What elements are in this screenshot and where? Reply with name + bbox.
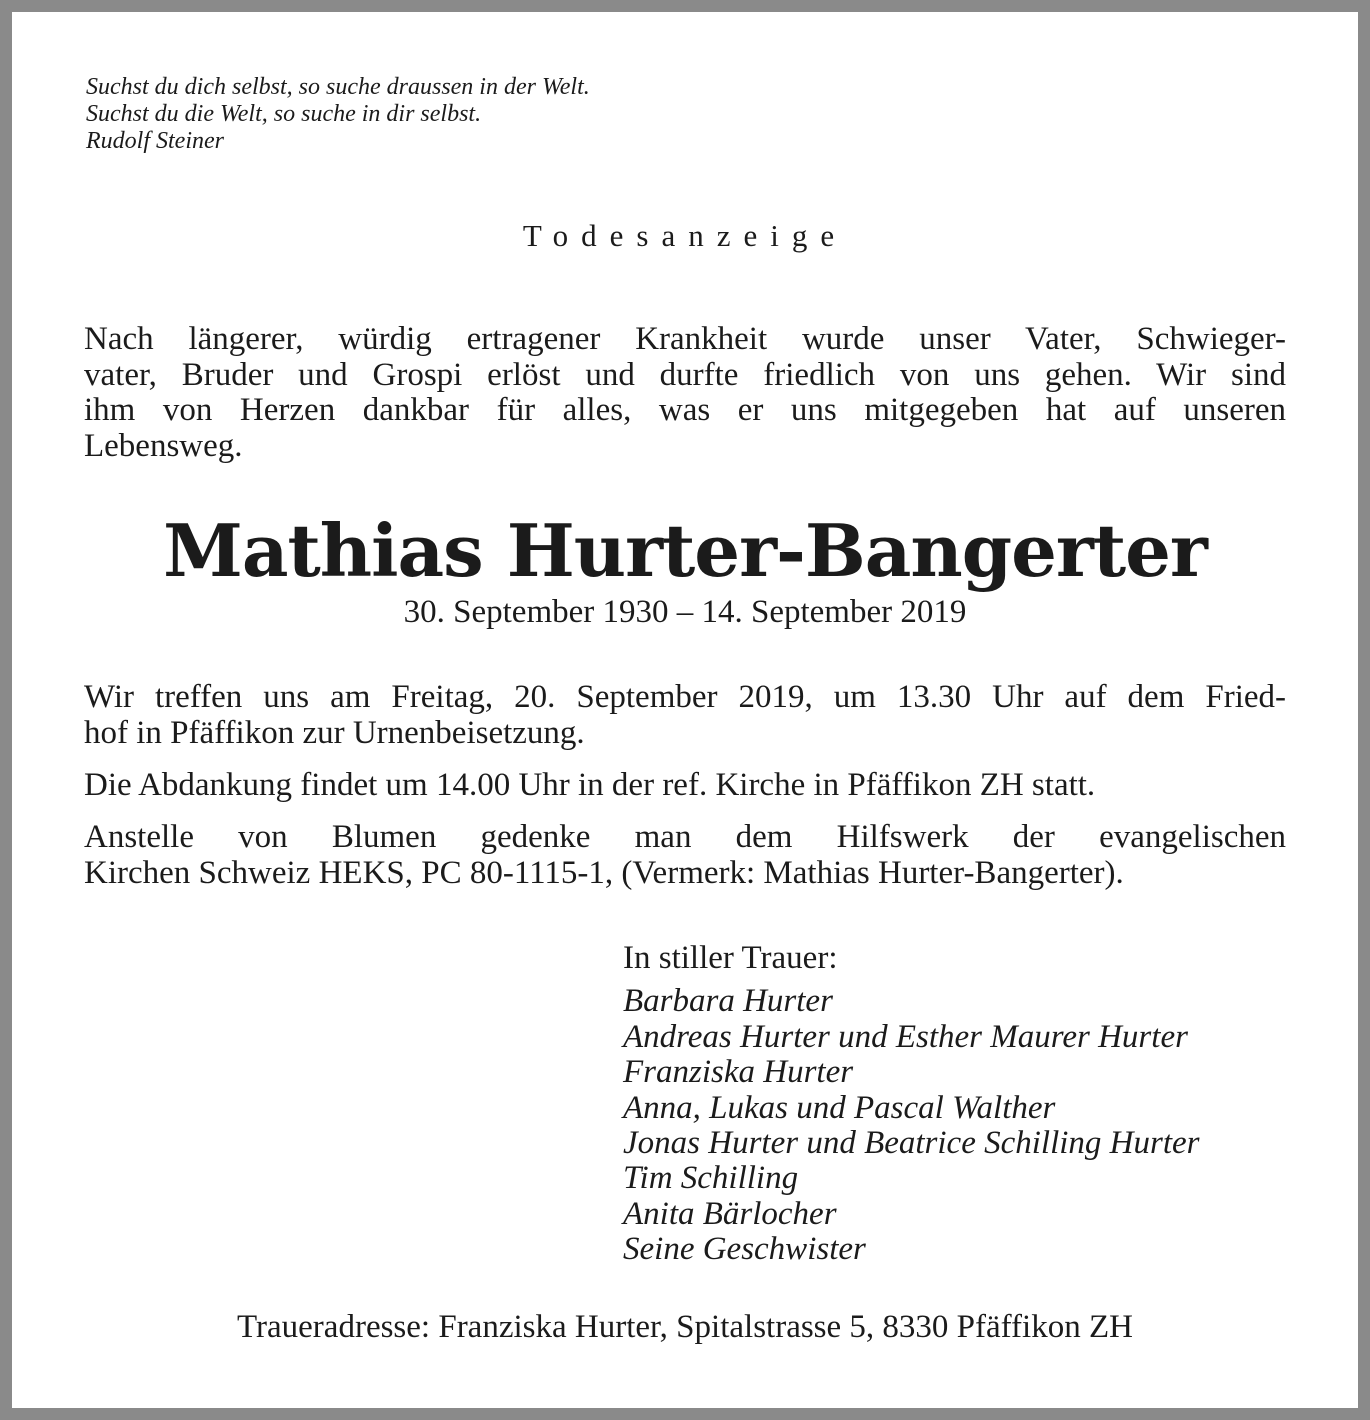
burial-paragraph — [84, 680, 1286, 751]
notice-heading: Todesanzeige — [522, 218, 848, 253]
deceased-name: Mathias Hurter-Bangerter — [163, 508, 1207, 593]
service-paragraph — [84, 768, 1286, 804]
burial-line: Wir treffen uns am Freitag, 20. September 2019, um 13.30 Uhr auf dem Fried- — [84, 679, 1286, 715]
mourner-name: Andreas Hurter und Esther Maurer Hurter — [623, 1018, 1188, 1055]
life-dates: 30. September 1930 – 14. September 2019 — [403, 594, 967, 630]
intro-line: ihm von Herzen dankbar für alles, was er uns mitgegeben hat auf unseren — [84, 392, 1286, 428]
motto-quote — [86, 74, 590, 155]
mourner-name: Jonas Hurter und Beatrice Schilling Hurter — [623, 1125, 1200, 1162]
mourners-list — [623, 941, 1200, 1268]
intro-line: Nach längerer, würdig ertragener Krankheit wurde unser Vater, Schwieger- — [84, 321, 1286, 357]
mourner-name: Anita Bärlocher — [623, 1195, 837, 1232]
intro-line: vater, Bruder und Grospi erlöst und durfte friedlich von uns gehen. Wir sind — [84, 356, 1286, 393]
mourner-name: Anna, Lukas und Pascal Walther — [623, 1089, 1056, 1126]
mourner-name: Tim Schilling — [623, 1160, 799, 1197]
mourning-address: Traueradresse: Franziska Hurter, Spitalstrasse 5, 8330 Pfäffikon ZH — [237, 1309, 1133, 1345]
mourner-name: Seine Geschwister — [623, 1231, 866, 1268]
donation-paragraph — [84, 820, 1286, 891]
intro-line: Lebensweg. — [84, 427, 243, 464]
motto-line: Suchst du die Welt, so suche in dir selbst. — [86, 101, 482, 127]
mourner-name: Barbara Hurter — [623, 983, 833, 1020]
intro-paragraph — [84, 322, 1286, 464]
donation-line: Kirchen Schweiz HEKS, PC 80-1115-1, (Vermerk: Mathias Hurter-Bangerter). — [84, 854, 1124, 891]
donation-line: Anstelle von Blumen gedenke man dem Hilfswerk der evangelischen — [84, 819, 1286, 855]
motto-line: Suchst du dich selbst, so suche draussen in der Welt. — [86, 74, 590, 100]
motto-author: Rudolf Steiner — [86, 128, 224, 154]
mourner-name: Franziska Hurter — [623, 1054, 854, 1091]
service-line: Die Abdankung findet um 14.00 Uhr in der ref. Kirche in Pfäffikon ZH statt. — [84, 767, 1096, 803]
mourners-intro: In stiller Trauer: — [623, 940, 838, 976]
burial-line: hof in Pfäffikon zur Urnenbeisetzung. — [84, 714, 585, 751]
